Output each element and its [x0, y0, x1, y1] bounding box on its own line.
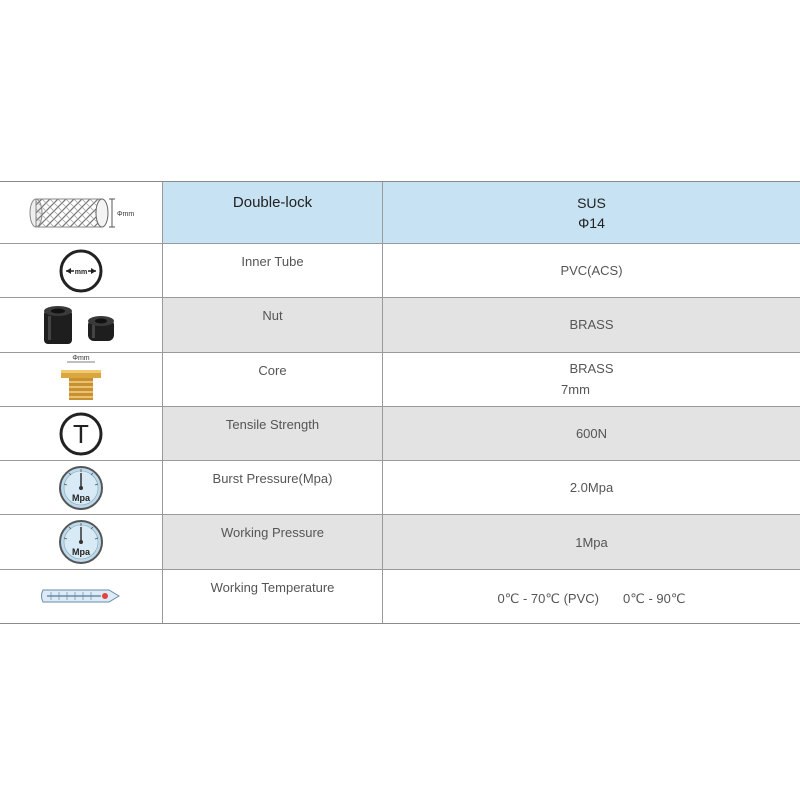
row-value-working-pressure: 1Mpa: [383, 515, 800, 568]
row-label-working-temperature: Working Temperature: [163, 570, 383, 623]
temp-range-other: 0℃ - 90℃: [623, 591, 686, 607]
row-label-burst-pressure: Burst Pressure(Mpa): [163, 461, 383, 514]
table-row: [0, 460, 800, 514]
core-size: 7mm: [561, 382, 590, 398]
row-label-inner-tube: Inner Tube: [163, 244, 383, 297]
pressure-gauge-icon: [56, 463, 106, 513]
row-value-nut: BRASS: [383, 298, 800, 351]
burst-gauge-unit: Mpa: [72, 492, 90, 503]
row-label-working-pressure: Working Pressure: [163, 515, 383, 568]
pressure-gauge-icon: [56, 517, 106, 567]
spec-table: [0, 181, 800, 624]
row-value-core: [383, 353, 800, 406]
row-value-working-temperature: [383, 570, 800, 623]
table-row: [0, 243, 800, 297]
thermometer-icon: [39, 584, 123, 608]
braided-hose-icon: [26, 191, 136, 235]
table-row: [0, 514, 800, 568]
working-gauge-unit: Mpa: [72, 547, 90, 558]
header-value-material: SUS: [577, 194, 606, 211]
row-label-tensile-strength: Tensile Strength: [163, 407, 383, 460]
header-value-size: Φ14: [578, 214, 605, 231]
inner-tube-diameter-icon: [57, 247, 105, 295]
row-value-tensile-strength: 600N: [383, 407, 800, 460]
hose-icon-cell: [0, 182, 163, 243]
table-row: [0, 297, 800, 351]
row-value-burst-pressure: 2.0Mpa: [383, 461, 800, 514]
row-label-nut: Nut: [163, 298, 383, 351]
inner-tube-unit: mm: [74, 268, 88, 276]
header-row: [0, 182, 800, 243]
table-row: [0, 406, 800, 460]
header-value: [383, 182, 800, 243]
table-row: [0, 352, 800, 406]
row-value-inner-tube: PVC(ACS): [383, 244, 800, 297]
hose-diameter-label: Φmm: [117, 210, 135, 218]
tensile-strength-icon: [57, 410, 105, 458]
nut-icon: [36, 302, 126, 348]
temp-range-pvc: 0℃ - 70℃ (PVC): [497, 591, 599, 607]
brass-core-icon: [51, 354, 111, 404]
tensile-symbol: T: [73, 418, 89, 449]
core-material: BRASS: [569, 361, 614, 377]
header-label: Double-lock: [163, 182, 383, 243]
core-diameter-label: Φmm: [72, 355, 90, 363]
row-label-core: Core: [163, 353, 383, 406]
table-row: [0, 569, 800, 623]
